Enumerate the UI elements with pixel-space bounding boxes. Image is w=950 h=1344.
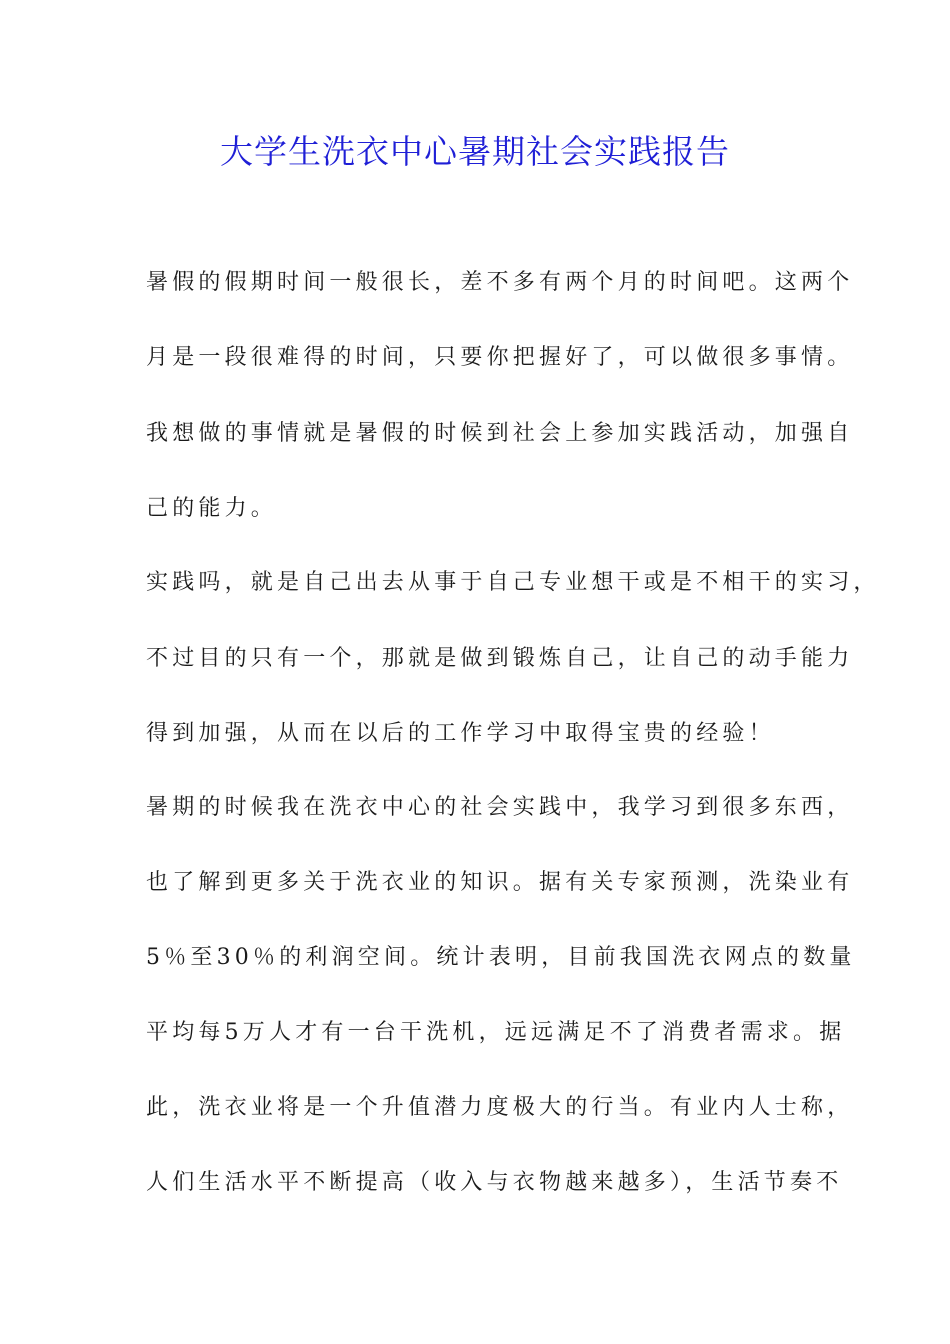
body-line-3: 我想做的事情就是暑假的时候到社会上参加实践活动，加强自 <box>146 421 854 446</box>
body-line-11: 平均每5万人才有一台干洗机，远远满足不了消费者需求。据 <box>146 1020 846 1045</box>
page-title: 大学生洗衣中心暑期社会实践报告 <box>220 132 730 171</box>
body-line-8: 暑期的时候我在洗衣中心的社会实践中，我学习到很多东西， <box>146 795 854 820</box>
body-line-13: 人们生活水平不断提高（收入与衣物越来越多），生活节奏不 <box>146 1170 843 1195</box>
body-line-9: 也了解到更多关于洗衣业的知识。据有关专家预测，洗染业有 <box>146 870 854 895</box>
body-line-6: 不过目的只有一个，那就是做到锻炼自己，让自己的动手能力 <box>146 646 854 671</box>
body-line-2: 月是一段很难得的时间，只要你把握好了，可以做很多事情。 <box>146 345 854 370</box>
body-line-5: 实践吗，就是自己出去从事于自己专业想干或是不相干的实习， <box>146 570 880 595</box>
body-line-7: 得到加强，从而在以后的工作学习中取得宝贵的经验！ <box>146 721 775 746</box>
body-line-10: 5％至30％的利润空间。统计表明，目前我国洗衣网点的数量 <box>146 945 856 970</box>
body-line-12: 此，洗衣业将是一个升值潜力度极大的行当。有业内人士称， <box>146 1095 854 1120</box>
body-line-4: 己的能力。 <box>146 496 278 521</box>
body-line-1: 暑假的假期时间一般很长，差不多有两个月的时间吧。这两个 <box>146 270 854 295</box>
